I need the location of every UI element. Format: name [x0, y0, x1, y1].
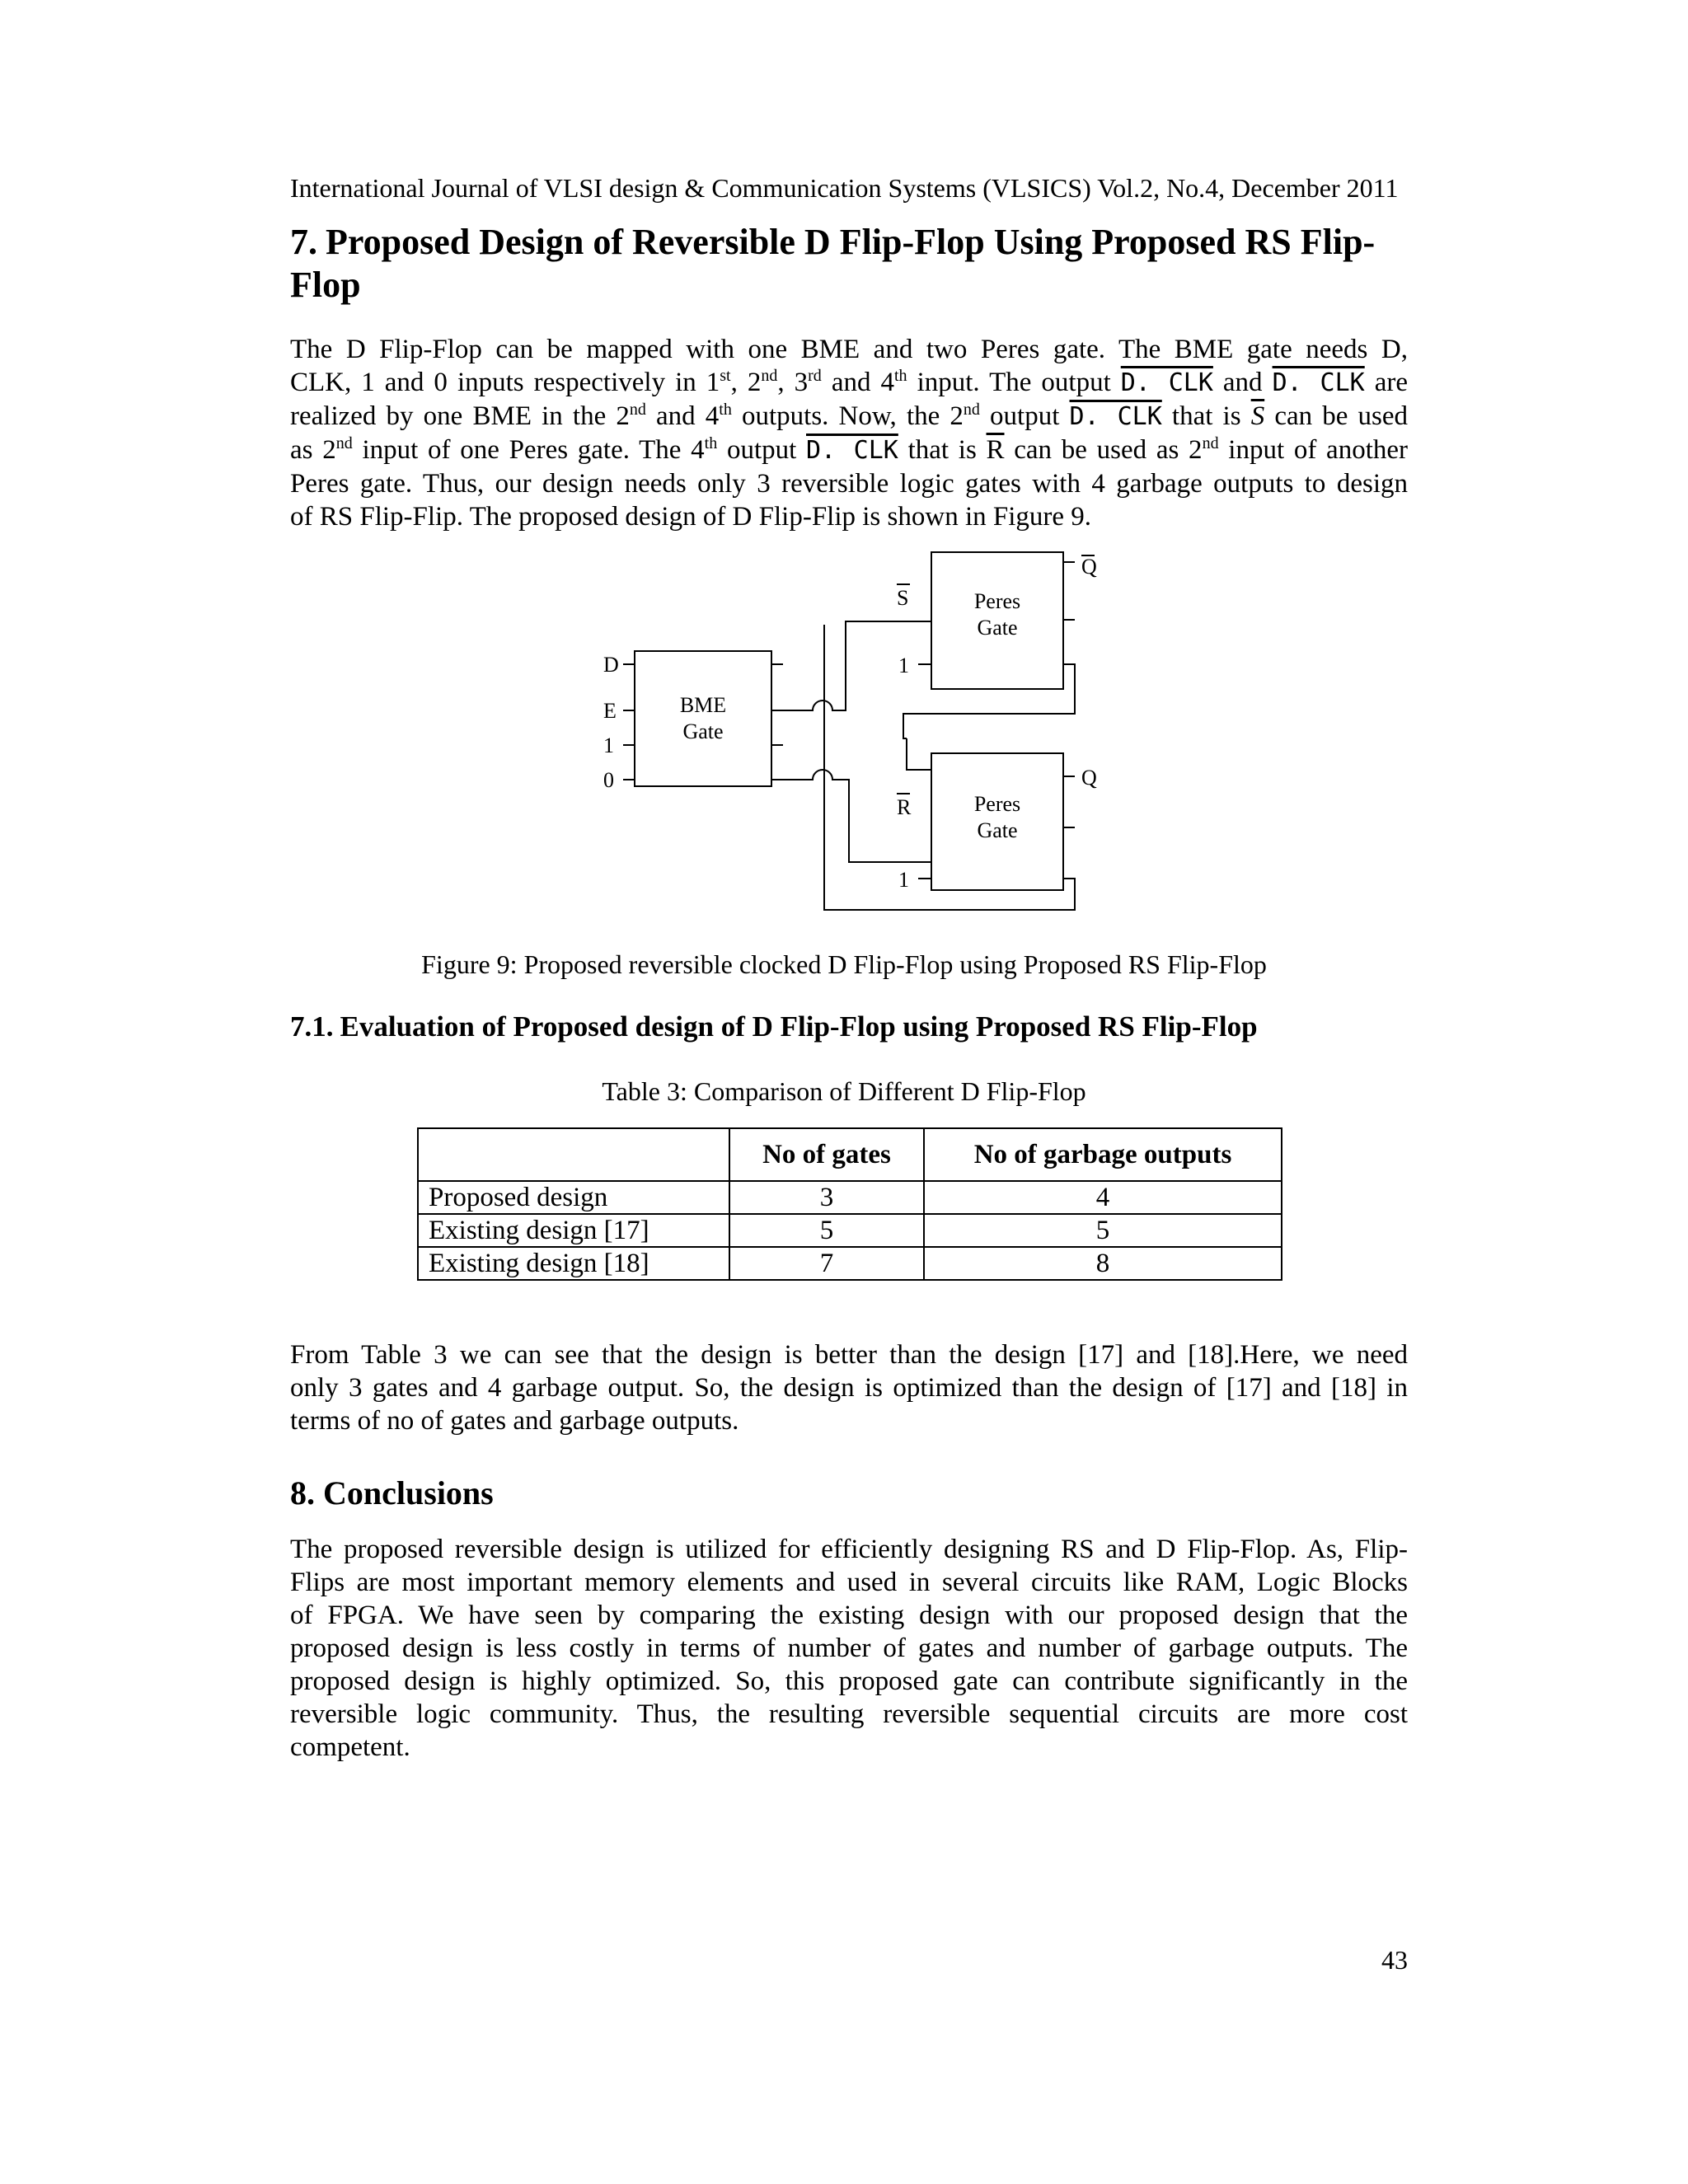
table-cell: 4	[924, 1181, 1282, 1214]
expr-dbar-clk-bar: D. CLK	[1272, 368, 1365, 397]
paragraph-line: terms of no of gates and garbage outputs.	[290, 1406, 739, 1436]
paragraph-line: Flips are most important memory elements and used in several circuits like RAM, Logic Blocks	[290, 1568, 1408, 1597]
section-7-number: 7.	[290, 222, 317, 262]
table-row	[418, 1214, 1282, 1247]
table-row	[418, 1247, 1282, 1280]
table-header-row	[418, 1128, 1282, 1181]
paragraph-line: reversible logic community. Thus, the resulting reversible sequential circuits are more cost	[290, 1699, 1408, 1729]
paragraph-line: only 3 gates and 4 garbage output. So, the design is optimized than the design of [17] and [18] in	[290, 1373, 1408, 1403]
paragraph-line: Peres gate. Thus, our design needs only 3 reversible logic gates with 4 garbage outputs to design	[290, 469, 1408, 499]
conclusions-paragraph	[290, 1533, 1408, 1764]
bottom-input-1: 1	[898, 868, 909, 892]
paragraph-line: The D Flip-Flop can be mapped with one BME and two Peres gate. The BME gate needs D,	[290, 335, 1408, 364]
section-7-1-title: Evaluation of Proposed design of D Flip-Flop using Proposed RS Flip-Flop	[340, 1010, 1258, 1043]
bme-input-1: 1	[603, 733, 614, 757]
table-cell: Proposed design	[418, 1181, 729, 1214]
peres-top-label-1: Peres	[973, 589, 1021, 613]
output-q-bar: Q	[1081, 555, 1097, 579]
paragraph-line: proposed design is less costly in terms of number of gates and number of garbage outputs. The	[290, 1633, 1408, 1663]
section-7-title-line2: Flop	[290, 265, 361, 305]
section-7-heading	[290, 221, 1411, 307]
section-8-heading	[290, 1474, 494, 1513]
section-7-1-heading	[290, 1009, 1258, 1045]
section-8-title: Conclusions	[323, 1474, 494, 1511]
table-row	[418, 1181, 1282, 1214]
table-header-cell: No of gates	[729, 1128, 924, 1181]
bme-input-e: E	[603, 699, 617, 723]
output-q: Q	[1081, 766, 1097, 790]
wire-feedback-2	[837, 872, 1075, 918]
bme-label-1: BME	[679, 693, 727, 717]
paragraph-line: CLK, 1 and 0 inputs respectively in 1st, 2nd, 3rd and 4th input. The output D. CLK and D. CLK are	[290, 367, 1409, 397]
peres-bottom-label-2: Gate	[977, 818, 1018, 842]
section-8-number: 8.	[290, 1474, 315, 1511]
wire-feedback-2-path	[824, 625, 1075, 910]
paragraph-line: From Table 3 we can see that the design is better than the design [17] and [18].Here, we need	[290, 1340, 1408, 1370]
bme-label-2: Gate	[682, 719, 724, 743]
comparison-table	[417, 1127, 1282, 1281]
expr-d-clk-bar: D. CLK	[1120, 368, 1213, 397]
table-header-cell: No of garbage outputs	[924, 1128, 1282, 1181]
section-7-1-number: 7.1.	[290, 1010, 334, 1043]
running-head: International Journal of VLSI design & Communication Systems (VLSICS) Vol.2, No.4, December 2011	[290, 173, 1399, 203]
figure-9-caption: Figure 9: Proposed reversible clocked D Flip-Flop using Proposed RS Flip-Flop	[421, 949, 1267, 979]
peres-top-label-2: Gate	[977, 616, 1018, 640]
paragraph-line: competent.	[290, 1732, 410, 1762]
wire-feedback-1-end	[907, 738, 931, 770]
table-3-caption: Table 3: Comparison of Different D Flip-Flop	[602, 1076, 1086, 1106]
bme-input-d: D	[603, 653, 619, 677]
wire-feedback-1	[903, 664, 1075, 738]
wire-feedback-2-top	[824, 582, 931, 625]
peres-bottom-label-1: Peres	[973, 792, 1021, 816]
table-cell: Existing design [18]	[418, 1247, 729, 1280]
after-table-paragraph	[290, 1338, 1408, 1437]
section-7-title-line1: Proposed Design of Reversible D Flip-Flop Using Proposed RS Flip-	[326, 222, 1376, 262]
paragraph-line: as 2nd input of one Peres gate. The 4th output D. CLK that is $\overline{R}$ can be used as 2nd input of another	[290, 434, 1409, 465]
table-header-cell	[418, 1128, 729, 1181]
paragraph-line: realized by one BME in the 2nd and 4th outputs. Now, the 2nd output D. CLK that is $\overline{S}$ can be used	[290, 401, 1409, 431]
table-cell: 5	[729, 1214, 924, 1247]
paragraph-line: proposed design is highly optimized. So, this proposed gate can contribute significantly in the	[290, 1666, 1408, 1696]
page-number: 43	[1381, 1945, 1408, 1975]
table-cell: 3	[729, 1181, 924, 1214]
paragraph-line: of FPGA. We have seen by comparing the existing design with our proposed design that the	[290, 1601, 1408, 1630]
bme-input-0: 0	[603, 768, 614, 792]
table-cell: Existing design [17]	[418, 1214, 729, 1247]
top-input-1: 1	[898, 654, 909, 677]
table-cell: 7	[729, 1247, 924, 1280]
paragraph-line: The proposed reversible design is utilized for efficiently designing RS and D Flip-Flop. As, Flip-	[290, 1535, 1408, 1564]
bme-gate-box	[635, 651, 771, 786]
section-7-paragraph	[290, 333, 1408, 533]
top-input-s-bar: S	[897, 586, 909, 610]
bottom-input-r-bar: R	[897, 795, 912, 819]
figure-9-circuit	[577, 539, 1154, 918]
paragraph-line: of RS Flip-Flip. The proposed design of D Flip-Flip is shown in Figure 9.	[290, 502, 1092, 532]
table-cell: 5	[924, 1214, 1282, 1247]
table-cell: 8	[924, 1247, 1282, 1280]
